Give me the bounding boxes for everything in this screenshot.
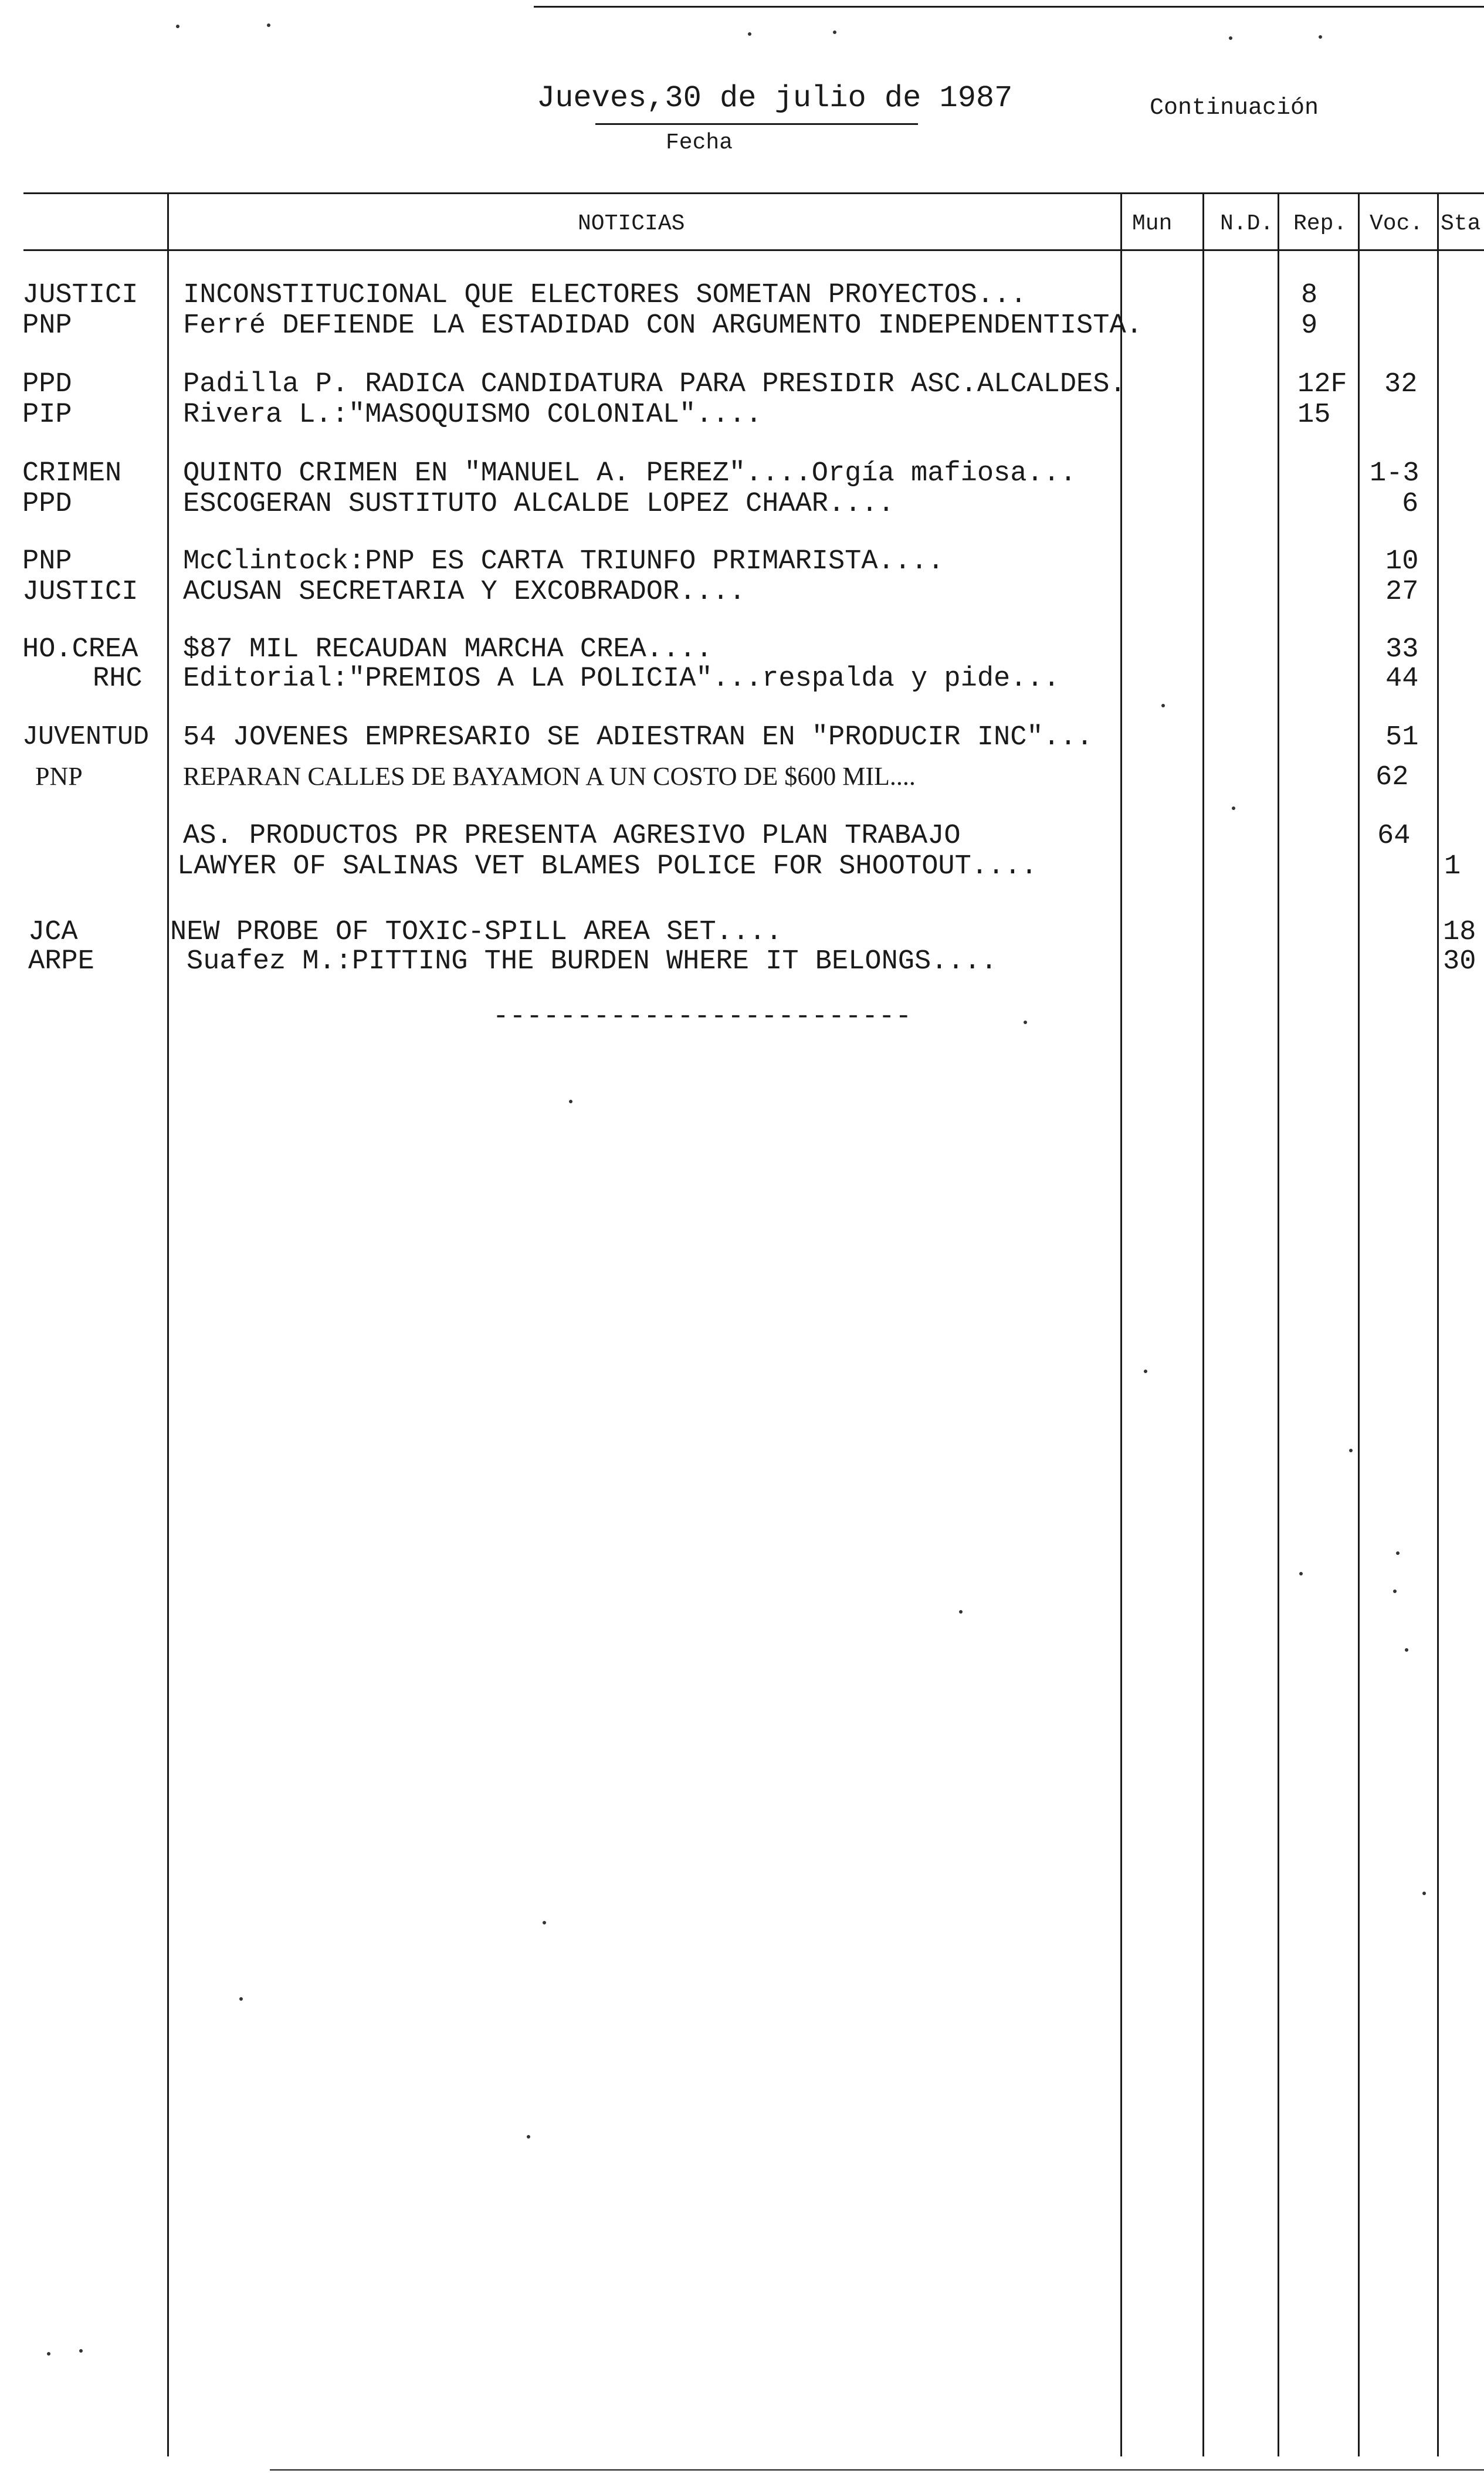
row-headline: REPARAN CALLES DE BAYAMON A UN COSTO DE $600 MIL.... xyxy=(183,762,916,791)
row-headline: 54 JOVENES EMPRESARIO SE ADIESTRAN EN "PRODUCIR INC"... xyxy=(183,722,1093,753)
row-rep-page: 9 xyxy=(1301,310,1318,341)
scan-speck xyxy=(176,25,179,28)
header-nd: N.D. xyxy=(1220,211,1274,236)
scan-speck xyxy=(1299,1572,1303,1575)
table-header-rule xyxy=(23,249,1484,251)
table-bottom-rule xyxy=(270,2469,1484,2471)
header-mun: Mun xyxy=(1132,211,1173,236)
scan-speck xyxy=(959,1610,963,1614)
column-divider-category xyxy=(167,192,169,2456)
scan-speck xyxy=(79,2349,83,2353)
continuation-label: Continuación xyxy=(1150,95,1319,121)
column-divider-mun xyxy=(1120,192,1122,2456)
row-category: ARPE xyxy=(28,946,94,977)
row-headline: LAWYER OF SALINAS VET BLAMES POLICE FOR SHOOTOUT.... xyxy=(177,851,1038,882)
row-category: HO.CREA xyxy=(22,634,138,665)
row-headline: Ferré DEFIENDE LA ESTADIDAD CON ARGUMENTO INDEPENDENTISTA. xyxy=(183,310,1143,341)
row-category: JUSTICI xyxy=(22,577,138,608)
row-category: PIP xyxy=(22,399,72,431)
scan-speck xyxy=(1422,1892,1426,1895)
row-voc-page: 32 xyxy=(1384,369,1418,400)
row-category: PNP xyxy=(22,310,72,341)
scan-speck xyxy=(1396,1551,1400,1555)
row-headline: Padilla P. RADICA CANDIDATURA PARA PRESIDIR ASC.ALCALDES. xyxy=(183,369,1126,400)
column-divider-voc xyxy=(1358,192,1360,2456)
scan-speck xyxy=(1232,806,1235,810)
header-rep: Rep. xyxy=(1293,211,1347,236)
table-top-rule xyxy=(23,192,1484,194)
row-headline: Editorial:"PREMIOS A LA POLICIA"...respalda y pide... xyxy=(183,663,1060,694)
row-voc-page: 64 xyxy=(1377,821,1411,852)
row-headline: Rivera L.:"MASOQUISMO COLONIAL".... xyxy=(183,399,763,431)
scan-speck xyxy=(1144,1370,1147,1373)
row-rep-page: 8 xyxy=(1301,280,1318,311)
row-category: PNP xyxy=(35,762,83,791)
header-voc: Voc. xyxy=(1370,211,1424,236)
header-noticias: NOTICIAS xyxy=(578,211,685,236)
top-edge-line xyxy=(534,6,1484,8)
row-voc-page: 1-3 xyxy=(1370,458,1419,489)
row-voc-page: 10 xyxy=(1385,546,1419,577)
scan-speck xyxy=(748,32,751,36)
row-category: PPD xyxy=(22,369,72,400)
row-voc-page: 27 xyxy=(1385,577,1419,608)
scan-speck xyxy=(1161,704,1165,707)
row-sta-page: 1 xyxy=(1444,851,1461,882)
scan-speck xyxy=(1349,1449,1353,1452)
row-headline: ACUSAN SECRETARIA Y EXCOBRADOR.... xyxy=(183,577,746,608)
row-category: JUSTICI xyxy=(22,280,138,311)
row-headline: INCONSTITUCIONAL QUE ELECTORES SOMETAN PROYECTOS... xyxy=(183,280,1027,311)
row-headline: QUINTO CRIMEN EN "MANUEL A. PEREZ"....Orgía mafiosa... xyxy=(183,458,1077,489)
date-underline xyxy=(595,123,918,125)
column-divider-sta xyxy=(1437,192,1439,2456)
scan-speck xyxy=(47,2352,50,2356)
scan-speck xyxy=(527,2135,530,2139)
header-sta: Sta xyxy=(1441,211,1481,236)
row-voc-page: 44 xyxy=(1385,663,1419,694)
scan-speck xyxy=(1319,35,1322,39)
scan-speck xyxy=(267,23,270,27)
document-date: Jueves,30 de julio de 1987 xyxy=(537,81,1013,116)
row-voc-page: 62 xyxy=(1375,762,1409,793)
row-category: JUVENTUD xyxy=(22,722,150,752)
column-divider-nd xyxy=(1202,192,1204,2456)
end-of-list-marker: ------------------------- xyxy=(493,1001,913,1032)
row-rep-page: 15 xyxy=(1297,399,1331,431)
row-voc-page: 6 xyxy=(1402,489,1419,520)
row-voc-page: 33 xyxy=(1385,634,1419,665)
scan-speck xyxy=(1024,1021,1027,1024)
row-headline: Suafez M.:PITTING THE BURDEN WHERE IT BELONGS.... xyxy=(187,946,998,977)
row-rep-page: 12F xyxy=(1297,369,1347,400)
row-category: CRIMEN xyxy=(22,458,122,489)
scan-speck xyxy=(1393,1590,1397,1593)
scan-speck xyxy=(1229,36,1232,40)
row-headline: AS. PRODUCTOS PR PRESENTA AGRESIVO PLAN TRABAJO xyxy=(183,821,961,852)
scan-speck xyxy=(239,1997,243,2001)
row-headline: NEW PROBE OF TOXIC-SPILL AREA SET.... xyxy=(170,917,782,948)
row-headline: $87 MIL RECAUDAN MARCHA CREA.... xyxy=(183,634,713,665)
row-category: JCA xyxy=(28,917,78,948)
row-voc-page: 51 xyxy=(1385,722,1419,753)
scan-speck xyxy=(833,31,836,34)
row-headline: ESCOGERAN SUSTITUTO ALCALDE LOPEZ CHAAR.... xyxy=(183,489,895,520)
row-headline: McClintock:PNP ES CARTA TRIUNFO PRIMARISTA.... xyxy=(183,546,944,577)
row-sta-page: 30 xyxy=(1443,946,1476,977)
date-label: Fecha xyxy=(666,130,733,155)
row-category: PPD xyxy=(22,489,72,520)
row-category: PNP xyxy=(22,546,72,577)
row-sta-page: 18 xyxy=(1443,917,1476,948)
scan-speck xyxy=(1405,1648,1408,1652)
column-divider-rep xyxy=(1278,192,1279,2456)
row-category: RHC xyxy=(93,663,143,694)
scan-speck xyxy=(569,1100,572,1103)
scan-speck xyxy=(543,1921,546,1924)
